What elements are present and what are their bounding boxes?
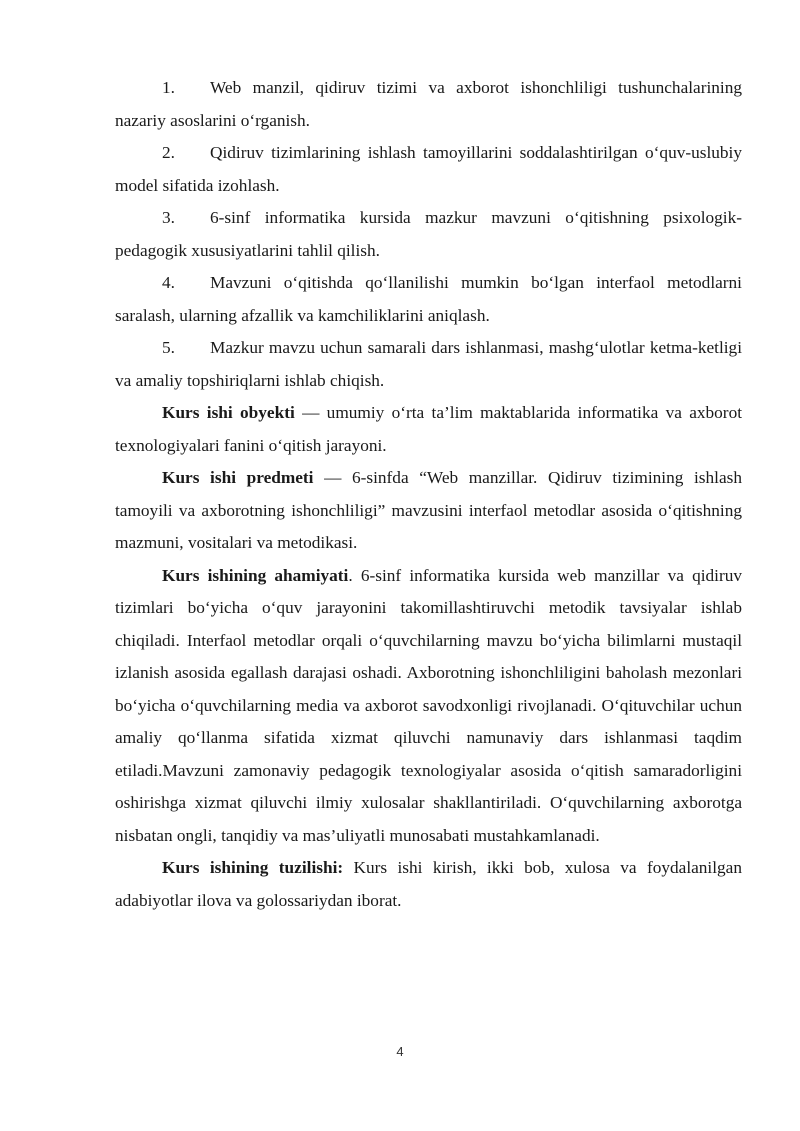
subject-paragraph: [115, 462, 742, 560]
task-text: Mazkur mavzu uchun samarali dars ishlanmasi, mashg‘ulotlar ketma-ketligi va amaliy topshiriqlarni ishlab chiqish.: [115, 338, 742, 390]
page-number: 4: [396, 1044, 404, 1059]
object-label: Kurs ishi obyekti: [162, 403, 295, 422]
task-item-2: [115, 137, 742, 202]
significance-label: Kurs ishining ahamiyati: [162, 565, 349, 585]
task-item-3: [115, 202, 742, 267]
task-number: 4.: [162, 273, 175, 292]
task-text: Qidiruv tizimlarining ishlash tamoyillarini soddalashtirilgan o‘quv-uslubiy model sifatida izohlash.: [115, 143, 742, 195]
structure-paragraph: [115, 852, 742, 917]
significance-paragraph: [115, 560, 742, 853]
task-number: 5.: [162, 338, 175, 357]
task-text: 6-sinf informatika kursida mazkur mavzuni o‘qitishning psixologik-pedagogik xususiyatlarini tahlil qilish.: [115, 208, 742, 260]
object-text: — umumiy o‘rta ta’lim maktablarida informatika va axborot texnologiyalari fanini o‘qitish jarayoni.: [115, 403, 743, 455]
task-item-5: [115, 332, 742, 397]
task-text: Mavzuni o‘qitishda qo‘llanilishi mumkin bo‘lgan interfaol metodlarni saralash, ularning afzallik va kamchiliklarini aniqlash.: [115, 273, 742, 325]
significance-text: . 6-sinf informatika kursida web manzillar va qidiruv tizimlari bo‘yicha o‘quv jarayonini takomillashtiruvchi metodik tavsiyalar ishlab chiqiladi. Interfaol metodlar orqali o‘quvchilarning mavzu bo‘yicha bilimlarni mustaqil izlanish asosida egallash darajasi oshadi. Axborotning ishonchliligini baholash mezonlari bo‘yicha o‘quvchilarning media va axborot savodxonligi rivojlanadi. O‘qituvchilar uchun amaliy qo‘llanma sifatida xizmat qiluvchi namunaviy dars ishlanmasi taqdim etiladi.Mavzuni zamonaviy pedagogik texnologiyalar asosida o‘qitish samaradorligini oshirishga xizmat qiluvchi ilmiy xulosalar shakllantiriladi. O‘quvchilarning axborotga nisbatan ongli, tanqidiy va mas’uliyatli munosabati mustahkamlanadi.: [115, 565, 742, 845]
task-text: Web manzil, qidiruv tizimi va axborot ishonchliligi tushunchalarining nazariy asoslarini o‘rganish.: [115, 78, 742, 130]
document-body: [115, 72, 742, 917]
task-number: 2.: [162, 143, 175, 162]
structure-text: Kurs ishi kirish, ikki bob, xulosa va foydalanilgan adabiyotlar ilova va golossariydan iborat.: [115, 858, 742, 910]
subject-label: Kurs ishi predmeti: [162, 468, 314, 487]
subject-text: — 6-sinfda “Web manzillar. Qidiruv tizimining ishlash tamoyili va axborotning ishonchliligi” mavzusini interfaol metodlar asosida o‘qitishning mazmuni, vositalari va metodikasi.: [115, 468, 742, 552]
object-paragraph: [115, 397, 742, 462]
task-item-1: [115, 72, 742, 137]
task-number: 3.: [162, 208, 175, 227]
structure-label: Kurs ishining tuzilishi:: [162, 858, 344, 877]
task-item-4: [115, 267, 742, 332]
task-number: 1.: [162, 78, 175, 97]
